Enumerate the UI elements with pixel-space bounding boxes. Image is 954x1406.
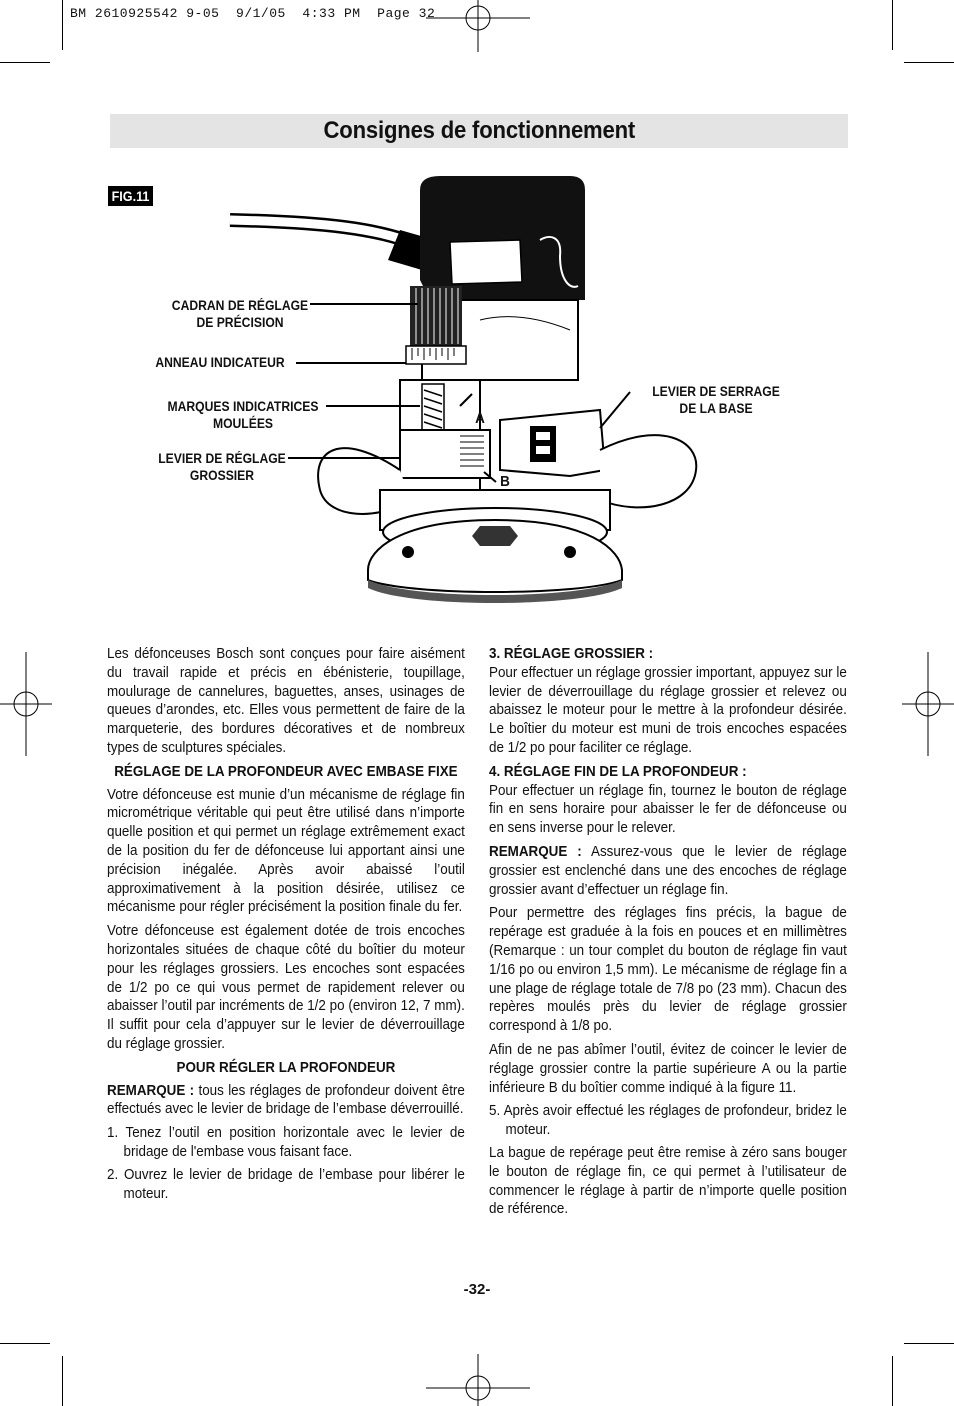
step-5: 5. Après avoir effectué les réglages de profondeur, bridez le moteur. [489, 1103, 847, 1139]
callout-line: DE LA BASE [679, 401, 753, 416]
paragraph: Votre défonceuse est munie d’un mécanisme de réglage fin micrométrique véritable qui peut être utilisé dans n’importe quelle position et qui permet un réglage extrêmement exact de la position du fer de défonceuse lui apportant ainsi une précision inégalée. Après avoir abaissé l’outil approximativement à la position désirée, utilisez ce mécanisme pour régler précisément la position finale du fer. [107, 786, 465, 916]
paragraph: Afin de ne pas abîmer l’outil, évitez de coincer le levier de réglage grossier contre la partie supérieure A ou la partie inférieure B du boîtier comme indiqué à la figure 11. [489, 1041, 847, 1096]
note-label: REMARQUE : [489, 843, 582, 860]
callout-line: GROSSIER [189, 468, 255, 483]
callout-line: LEVIER DE SERRAGE [652, 384, 780, 399]
callout-line: CADRAN DE RÉGLAGE [171, 298, 309, 313]
callout-coarse-lever [150, 450, 294, 484]
crop-mark [0, 62, 50, 63]
page-title: Consignes de fonctionnement [323, 117, 635, 144]
crop-mark [892, 1356, 893, 1406]
callout-molded-marks [158, 398, 329, 432]
left-column-body [107, 645, 465, 1203]
intro-paragraph: Les défonceuses Bosch sont conçues pour faire aisément du travail rapide et précis en ébénisterie, toupillage, moulurage de cannelures, baguettes, anses, usinages de queues d’arondes, etc. Elles vous permettent de faire de la marqueterie, des bordures décoratives et de nombreux types de sculptures spéciales. [107, 646, 465, 756]
registration-mark-top [426, 0, 530, 52]
callout-indicator-ring [148, 354, 292, 371]
note-paragraph [489, 843, 847, 899]
note-text: tous les réglages de profondeur doivent être effectués avec le levier de bridage de l’embase déverrouillé. [107, 1082, 465, 1118]
heading-fixed-base-depth: RÉGLAGE DE LA PROFONDEUR AVEC EMBASE FIXE [114, 763, 458, 780]
crop-mark [62, 1356, 63, 1406]
section-title-bar [110, 114, 848, 148]
heading-fine-adjust: 4. RÉGLAGE FIN DE LA PROFONDEUR : [489, 763, 747, 780]
step-2: 2. Ouvrez le levier de bridage de l’embase pour libérer le moteur. [107, 1166, 465, 1202]
crop-mark [892, 0, 893, 50]
note-paragraph [107, 1082, 465, 1120]
callout-line: MOULÉES [212, 416, 274, 431]
paragraph: Pour effectuer un réglage fin, tournez le bouton de réglage fin en sens horaire pour abaisser le fer de défonceuse ou en sens inverse pour le relever. [489, 782, 847, 837]
callout-line: DE PRÉCISION [196, 315, 284, 330]
paragraph: Votre défonceuse est également dotée de trois encoches horizontales situées de chaque côté du boîtier du moteur pour les réglages grossiers. Les encoches sont espacées de 1/2 po ce qui vous permet de rapidement relever ou abaisser l’outil par incréments de 1/2 po (environ 12, 7 mm). Il suffit pour cela d’appuyer sur le levier de déverrouillage du réglage grossier. [107, 923, 465, 1052]
callout-point-a: A [475, 410, 485, 427]
heading-set-depth: POUR RÉGLER LA PROFONDEUR [176, 1059, 396, 1076]
router-illustration [100, 170, 720, 620]
right-column [489, 645, 847, 1224]
step-1: 1. Tenez l’outil en position horizontale avec le levier de bridage de l'embase vous faisant face. [107, 1125, 465, 1160]
callout-line: ANNEAU INDICATEUR [155, 355, 285, 370]
callout-precision-dial [164, 297, 317, 331]
registration-mark-bottom [426, 1354, 530, 1406]
note-text: Assurez-vous que le levier de réglage grossier est enclenché dans une des encoches de réglage grossier avant d’effectuer un réglage fin. [489, 843, 847, 898]
note-label: REMARQUE : [107, 1082, 195, 1099]
figure-tag: FIG.11 [108, 186, 153, 206]
callout-base-clamp-lever [644, 383, 788, 417]
callout-point-b: B [500, 473, 510, 490]
right-column-body [489, 645, 847, 1219]
crop-mark [0, 1343, 50, 1344]
crop-mark [62, 0, 63, 50]
callout-line: LEVIER DE RÉGLAGE [158, 451, 286, 466]
page-number: -32- [463, 1281, 491, 1298]
print-header-stamp: BM 2610925542 9-05 9/1/05 4:33 PM Page 32 [70, 6, 436, 21]
registration-mark-right [902, 652, 954, 756]
crop-mark [904, 62, 954, 63]
crop-mark [904, 1343, 954, 1344]
paragraph: Pour effectuer un réglage grossier important, appuyez sur le levier de déverrouillage du réglage grossier et relevez ou abaissez le moteur pour le mettre à la profondeur désirée. Le boîtier du moteur est muni de trois encoches espacées de 1/2 po pour faciliter ce réglage. [489, 664, 847, 756]
paragraph: La bague de repérage peut être remise à zéro sans bouger le bouton de réglage fin, ce qui permet à l’utilisateur de commencer le réglage à partir de n’importe quelle position de référence. [489, 1144, 847, 1218]
heading-coarse-adjust: 3. RÉGLAGE GROSSIER : [489, 646, 654, 662]
registration-mark-left [0, 652, 52, 756]
callout-line: MARQUES INDICATRICES [167, 399, 319, 414]
left-column [107, 645, 465, 1207]
paragraph: Pour permettre des réglages fins précis, la bague de repérage est graduée à la fois en pouces et en millimètres (Remarque : un tour complet du bouton de réglage fin vaut 1/16 po ou environ 1,5 mm). Le mécanisme de réglage fin a une plage de réglage totale de 7/8 po (23 mm). Chacun des repères moulés près du levier de réglage grossier correspond à 1/8 po. [489, 905, 847, 1035]
